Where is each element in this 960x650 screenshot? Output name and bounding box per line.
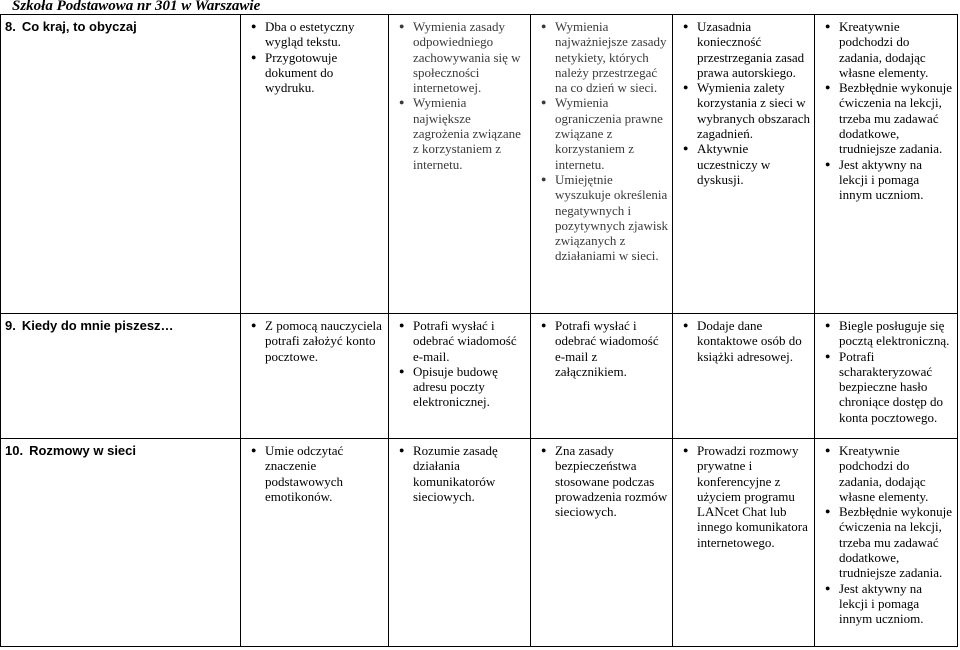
requirement-list [535,318,668,379]
table-row [1,314,958,439]
requirement-cell [531,15,673,314]
requirement-item: ● Wymienia największe zagrożenia związane z korzystaniem z internetu. [393,95,526,171]
requirement-list [535,19,668,264]
requirement-item: ● Umiejętnie wyszukuje określenia negatywnych i pozytywnych zjawisk związanych z działaniami w sieci. [535,172,668,264]
requirement-list [677,318,810,364]
lesson-number: 9. [5,318,16,333]
school-name: Szkoła Podstawowa nr 301 w Warszawie [12,0,261,14]
requirement-item: ● Wymienia zalety korzystania z sieci w wybranych obszarach zagadnień. [677,80,810,141]
requirement-cell [241,314,389,439]
requirement-cell [389,439,531,647]
requirement-cell [815,15,958,314]
requirement-item: ● Jest aktywny na lekcji i pomaga innym uczniom. [819,581,953,627]
requirement-item: ● Potrafi wysłać i odebrać wiadomość e-mail z załącznikiem. [535,318,668,379]
requirement-list [393,318,526,410]
requirement-item: ● Wymienia najważniejsze zasady netykiety, których należy przestrzegać na co dzień w sieci. [535,19,668,95]
requirement-item: ● Kreatywnie podchodzi do zadania, dodając własne elementy. [819,19,953,80]
requirement-list [393,19,526,172]
table-row [1,15,958,314]
requirement-list [677,443,810,550]
requirement-item: ● Zna zasady bezpieczeństwa stosowane podczas prowadzenia rozmów sieciowych. [535,443,668,519]
lesson-topic: Kiedy do mnie piszesz… [21,318,174,333]
requirement-item: ● Dba o estetyczny wygląd tekstu. [245,19,384,50]
requirement-item: ● Uzasadnia konieczność przestrzegania zasad prawa autorskiego. [677,19,810,80]
requirement-cell [673,314,815,439]
requirement-list [819,443,953,627]
curriculum-table [0,14,958,647]
requirement-item: ● Biegle posługuje się pocztą elektroniczną. [819,318,953,349]
requirement-cell [673,15,815,314]
requirement-cell [389,15,531,314]
requirement-cell [241,15,389,314]
lesson-number: 8. [5,19,16,34]
lesson-topic-cell [1,314,241,439]
requirement-item: ● Wymienia ograniczenia prawne związane z korzystaniem z internetu. [535,95,668,171]
requirement-list [819,19,953,203]
requirement-list [245,443,384,504]
requirement-item: ● Umie odczytać znaczenie podstawowych emotikonów. [245,443,384,504]
requirement-item: ● Wymienia zasady odpowiedniego zachowywania się w społeczności internetowej. [393,19,526,95]
requirement-item: ● Aktywnie uczestniczy w dyskusji. [677,141,810,187]
table-row [1,439,958,647]
requirement-item: ● Prowadzi rozmowy prywatne i konferencyjne z użyciem programu LANcet Chat lub innego komunikatora internetowego. [677,443,810,550]
page-header [12,0,260,13]
requirement-cell [389,314,531,439]
requirement-list [535,443,668,519]
lesson-topic-cell [1,15,241,314]
lesson-number: 10. [5,443,24,458]
requirement-list [393,443,526,504]
requirement-item: ● Bezbłędnie wykonuje ćwiczenia na lekcji, trzeba mu zadawać dodatkowe, trudniejsze zadania. [819,80,953,156]
requirement-item: ● Rozumie zasadę działania komunikatorów sieciowych. [393,443,526,504]
requirement-item: ● Dodaje dane kontaktowe osób do książki adresowej. [677,318,810,364]
requirement-cell [531,314,673,439]
requirement-list [819,318,953,425]
requirement-cell [241,439,389,647]
lesson-topic: Co kraj, to obyczaj [21,19,137,34]
requirement-item: ● Bezbłędnie wykonuje ćwiczenia na lekcji, trzeba mu zadawać dodatkowe, trudniejsze zadania. [819,504,953,580]
requirement-list [245,318,384,364]
lesson-topic-cell [1,439,241,647]
requirement-item: ● Kreatywnie podchodzi do zadania, dodając własne elementy. [819,443,953,504]
requirement-list [245,19,384,95]
requirement-item: ● Przygotowuje dokument do wydruku. [245,50,384,96]
table-body [1,15,958,647]
requirement-item: ● Jest aktywny na lekcji i pomaga innym uczniom. [819,157,953,203]
requirement-item: ● Potrafi scharakteryzować bezpieczne hasło chroniące dostęp do konta pocztowego. [819,349,953,425]
requirement-item: ● Z pomocą nauczyciela potrafi założyć konto pocztowe. [245,318,384,364]
requirement-list [677,19,810,187]
requirement-cell [815,439,958,647]
requirement-cell [673,439,815,647]
requirement-item: ● Opisuje budowę adresu poczty elektronicznej. [393,364,526,410]
requirement-item: ● Potrafi wysłać i odebrać wiadomość e-mail. [393,318,526,364]
requirement-cell [531,439,673,647]
lesson-topic: Rozmowy w sieci [29,443,136,458]
requirement-cell [815,314,958,439]
